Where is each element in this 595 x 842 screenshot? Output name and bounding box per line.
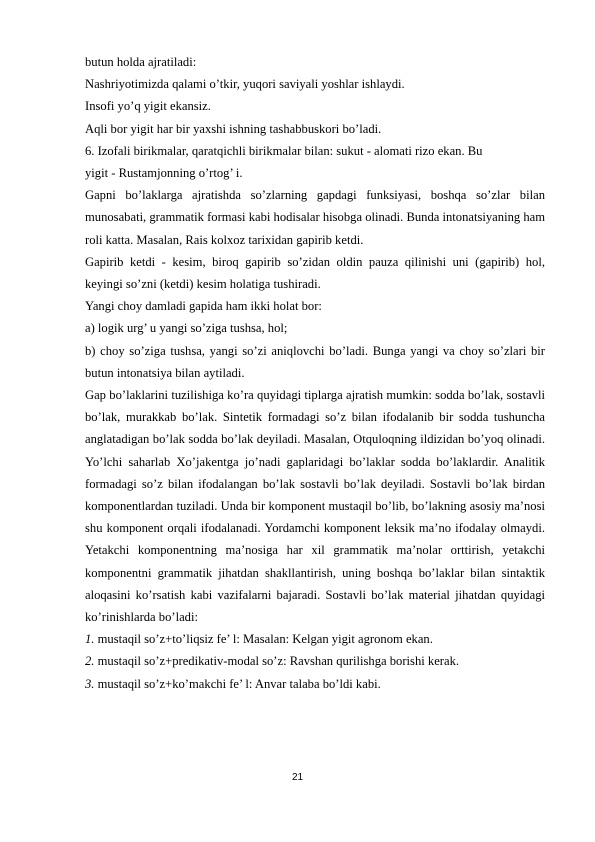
paragraph: Yangi choy damladi gapida ham ikki holat bor:: [85, 299, 322, 314]
document-body: [85, 51, 545, 695]
item-number: 2.: [85, 654, 95, 669]
paragraph: Gap bo’laklarini tuzilishiga ko’ra quyidagi tiplarga ajratish mumkin: sodda bo’lak, sostavli bo’lak, murakkab bo’lak. Sintetik formadagi so’z bilan ifodalanib bir sodda tushuncha anglatadigan bo’lak sodda bo’lak deyiladi. Masalan, Otquloqning ildizidan bo’yoq olinadi. Yo’lchi saharlab Xo’jakentga jo’nadi gaplaridagi bo’laklar sodda bo’laklardir. Analitik formadagi so’z bilan ifodalangan bo’lak sostavli bo’lak deyiladi. Sostavli bo’lak birdan komponentlardan tuziladi. Unda bir komponent mustaqil bo’lib, bo’lakning asosiy ma’nosi shu komponent orqali ifodalanadi. Yordamchi komponent leksik ma’no ifodalay olmaydi. Yetakchi komponentning ma’nosiga har xil grammatik ma’nolar orttirish, yetakchi komponentni grammatik jihatdan shakllantirish, uning boshqa bo’laklar bilan sintaktik aloqasini ko’rsatish kabi vazifalarni bajaradi. Sostavli bo’lak material jihatdan quyidagi ko’rinishlarda bo’ladi:: [85, 388, 545, 625]
numbered-item: [85, 673, 545, 695]
text-line: butun holda ajratiladi:: [85, 55, 197, 69]
paragraph: Gapirib ketdi - kesim, biroq gapirib so’zidan oldin pauza qilinishi uni (gapirib) hol, keyingi so’zni (ketdi) kesim holatiga tushiradi.: [85, 254, 545, 292]
list-item: b) choy so’ziga tushsa, yangi so’zi aniqlovchi bo’ladi. Bunga yangi va choy so’zlari bir butun intonatsiya bilan aytiladi.: [85, 343, 545, 380]
list-item: a) logik urg’ u yangi so’ziga tushsa, hol;: [85, 321, 288, 336]
example-sentence: Nashriyotimizda qalami o’tkir, yuqori saviyali yoshlar ishlaydi.: [85, 77, 405, 92]
text-line: 6. Izofali birikmalar, qaratqichli birikmalar bilan: sukut - alomati rizo ekan. Bu: [85, 143, 483, 158]
item-number: 3.: [85, 676, 95, 691]
item-text: mustaqil so’z+to’liqsiz fe’ l: Masalan: Kelgan yigit agronom ekan.: [97, 632, 433, 647]
item-text: mustaqil so’z+ko’makchi fe’ l: Anvar talaba bo’ldi kabi.: [97, 676, 381, 691]
page-number: 21: [291, 772, 304, 783]
paragraph: Gapni bo’laklarga ajratishda so’zlarning gapdagi funksiyasi, boshqa so’zlar bilan munosabati, grammatik formasi kabi hodisalar hisobga olinadi. Bunda intonatsiyaning ham roli katta. Masalan, Rais kolxoz tarixidan gapirib ketdi.: [85, 188, 545, 247]
example-sentence: Aqli bor yigit har bir yaxshi ishning tashabbuskori bo’ladi.: [85, 121, 382, 136]
item-number: 1.: [85, 632, 95, 647]
item-text: mustaqil so’z+predikativ-modal so’z: Ravshan qurilishga borishi kerak.: [97, 654, 460, 669]
example-sentence: Insofi yo’q yigit ekansiz.: [85, 99, 211, 114]
text-line: yigit - Rustamjonning o’rtog’ i.: [85, 166, 243, 181]
numbered-item: [85, 628, 545, 650]
numbered-item: [85, 650, 545, 672]
